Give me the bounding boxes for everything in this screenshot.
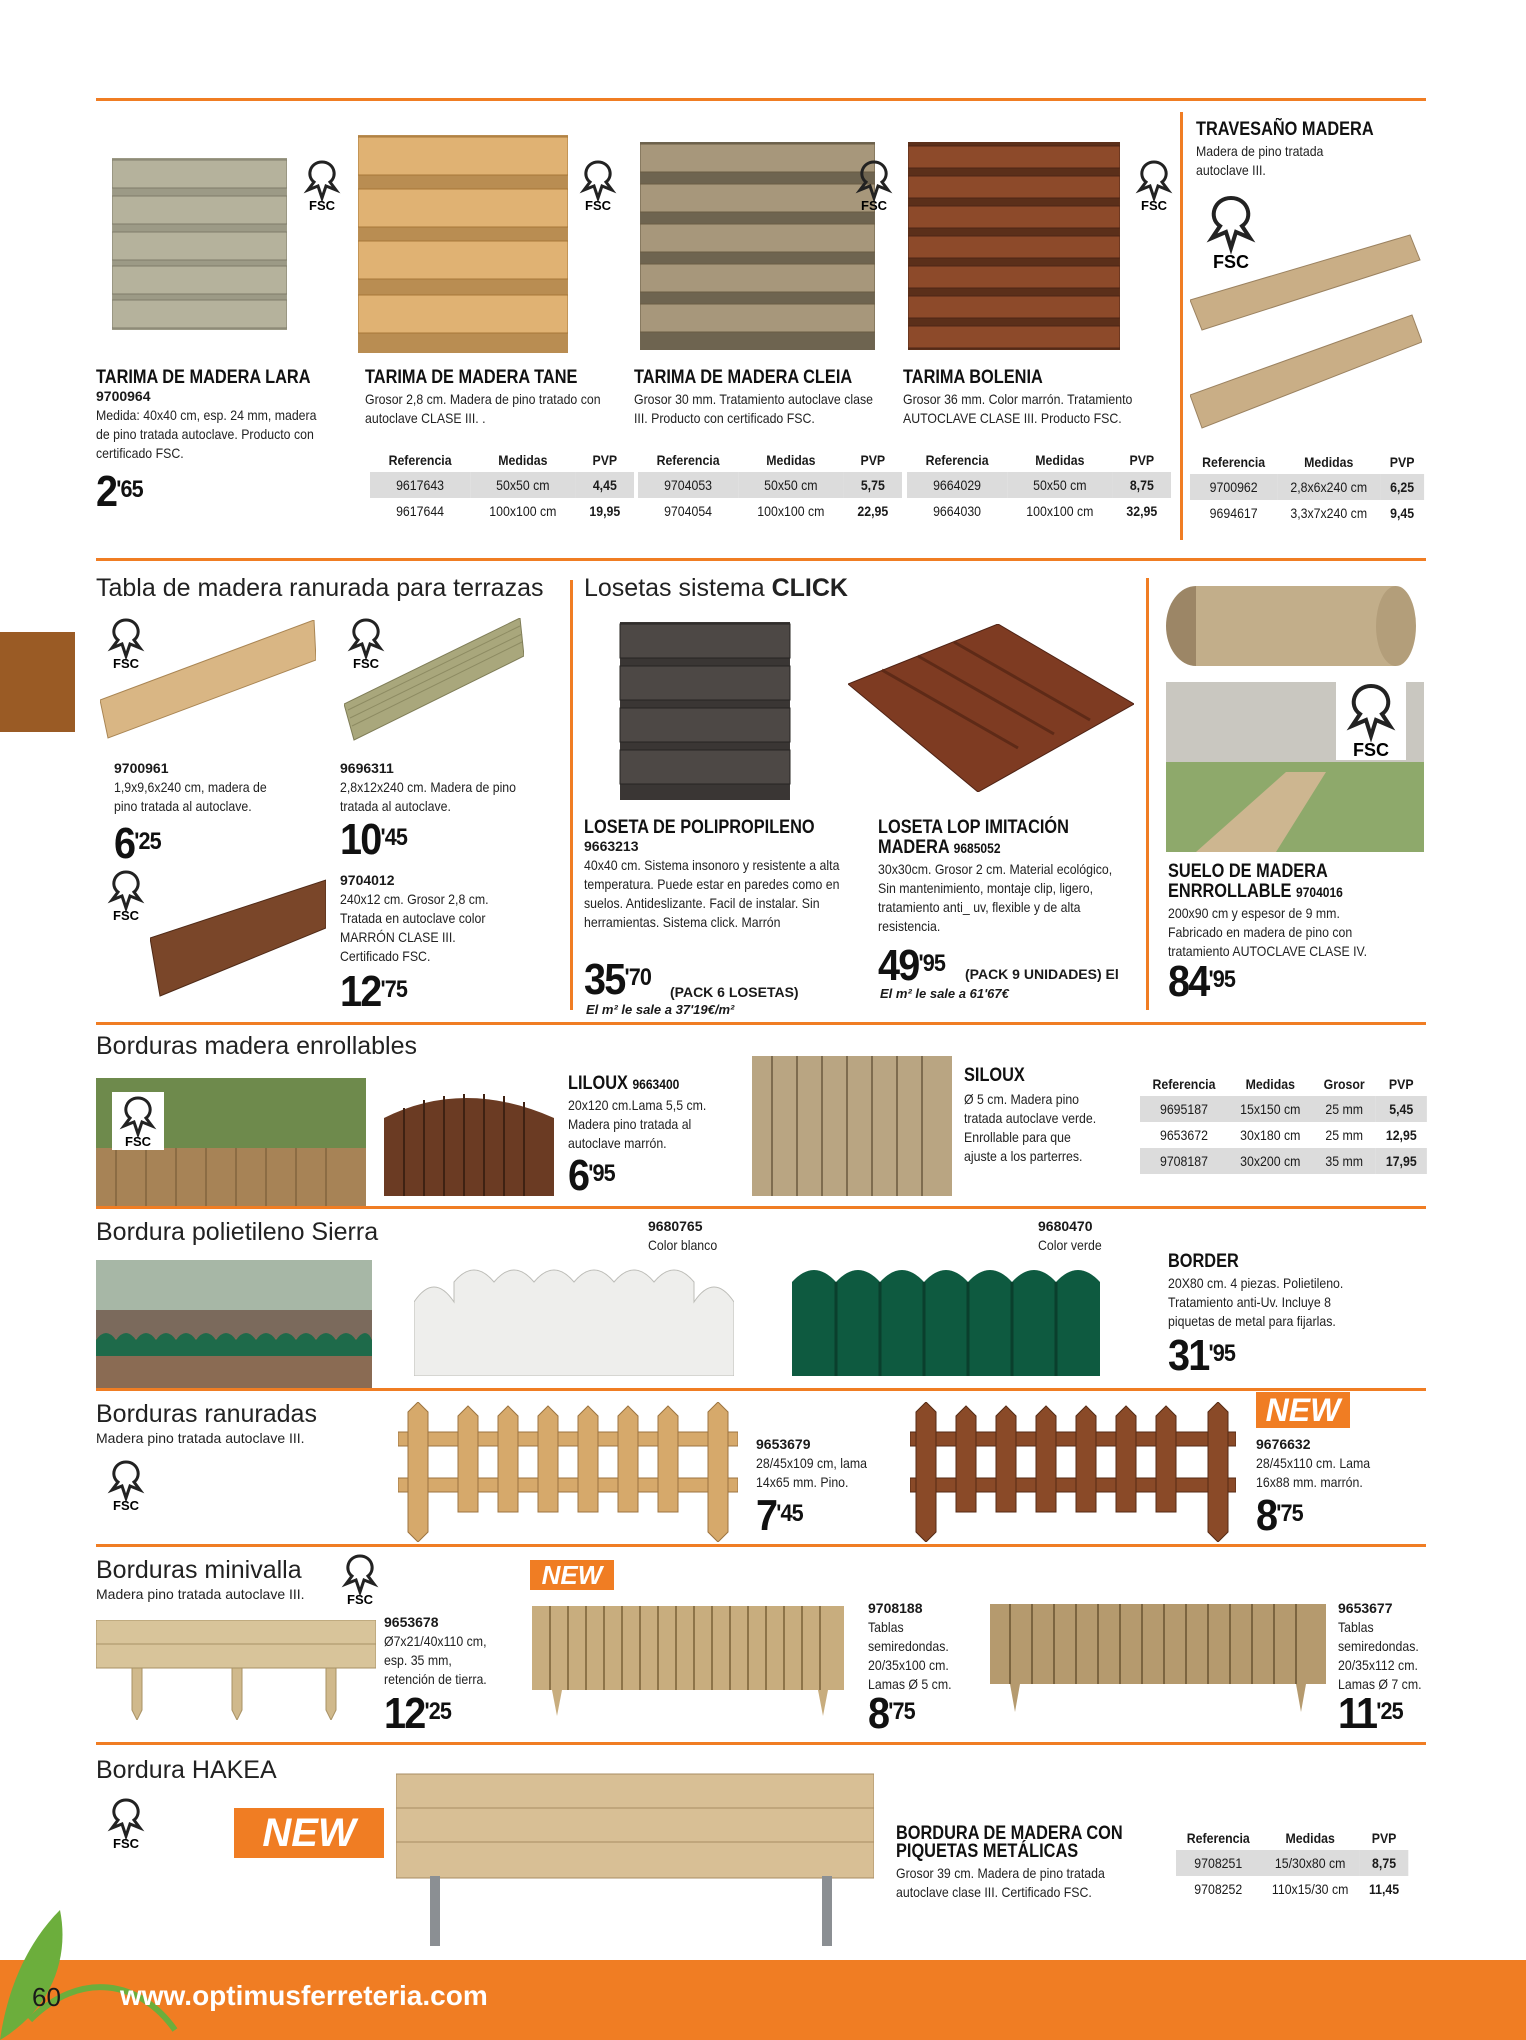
product-title: BORDER — [1168, 1251, 1239, 1272]
fsc-logo-icon — [1196, 192, 1266, 272]
divider — [1180, 112, 1183, 540]
fsc-logo-icon — [1128, 156, 1180, 214]
svg-text:FSC: FSC — [861, 198, 887, 213]
siloux-image — [752, 1046, 952, 1196]
section-title: Borduras ranuradas — [96, 1400, 317, 1428]
product-desc: 240x12 cm. Grosor 2,8 cm. Tratada en autoclave color MARRÓN CLASE III. Certificado FSC. — [340, 891, 489, 964]
fsc-logo-icon — [100, 1456, 152, 1514]
product-price: $49^{'95}$ — [878, 941, 945, 990]
semiredonda-a-image — [532, 1600, 844, 1720]
product-desc: Grosor 36 mm. Color marrón. Tratamiento AUTOCLAVE CLASE III. Producto FSC. — [903, 391, 1133, 426]
website-link[interactable]: www.optimusferreteria.com — [120, 1980, 488, 2011]
product-price: $10^{'45}$ — [340, 815, 407, 864]
pack-note: (PACK 9 UNIDADES) El — [965, 966, 1119, 982]
product-desc: Grosor 39 cm. Madera de pino tratada autoclave clase III. Certificado FSC. — [896, 1865, 1105, 1900]
semiredonda-b-image — [990, 1600, 1326, 1714]
product-price: $11^{'25}$ — [1338, 1689, 1403, 1738]
product-desc: 20x120 cm.Lama 5,5 cm. Madera pino tratada al autoclave marrón. — [568, 1097, 707, 1151]
tarima-cleia-image — [640, 142, 875, 350]
svg-text:FSC: FSC — [113, 908, 139, 923]
section-title: Losetas sistema CLICK — [584, 574, 848, 602]
tabla-pino-image — [100, 620, 316, 740]
product-title: ENRROLLABLE 9704016 — [1168, 881, 1343, 902]
product-price: $12^{'25}$ — [384, 1689, 451, 1738]
product-price: $12^{'75}$ — [340, 967, 407, 1016]
color-label: Color blanco — [648, 1237, 718, 1253]
fsc-logo-icon — [334, 1550, 386, 1608]
product-desc: 40x40 cm. Sistema insonoro y resistente a alta temperatura. Puede estar en paredes como en suelos. Antideslizante. Facil de instalar. Sin herramientas. Sistema click. Marrón — [584, 857, 840, 930]
divider — [96, 1544, 1426, 1547]
product-title: TARIMA DE MADERA CLEIA — [634, 367, 853, 388]
product-title: SILOUX — [964, 1065, 1025, 1086]
product-price: $8^{'75}$ — [1256, 1491, 1303, 1540]
divider — [1146, 578, 1149, 1010]
product-title: MADERA 9685052 — [878, 837, 1001, 858]
svg-text:FSC: FSC — [1353, 740, 1389, 760]
product-price: $31^{'95}$ — [1168, 1331, 1235, 1380]
product-desc: 2,8x12x240 cm. Madera de pino tratada al autoclave. — [340, 779, 517, 814]
tarima-tane-image — [358, 135, 568, 353]
sierra-garden-image — [96, 1260, 372, 1388]
product-price: $8^{'75}$ — [868, 1689, 915, 1738]
product-ref: 9653678 — [384, 1614, 439, 1630]
section-title: Bordura polietileno Sierra — [96, 1218, 379, 1246]
product-title: TRAVESAÑO MADERA — [1196, 119, 1374, 140]
divider — [96, 558, 1426, 561]
svg-text:FSC: FSC — [125, 1134, 151, 1149]
product-desc: Grosor 30 mm. Tratamiento autoclave clase III. Producto con certificado FSC. — [634, 391, 873, 426]
svg-text:FSC: FSC — [309, 198, 335, 213]
product-ref: 9700964 — [96, 388, 151, 404]
product-desc: 1,9x9,6x240 cm, madera de pino tratada al autoclave. — [114, 779, 267, 814]
product-ref: 9696311 — [340, 760, 394, 776]
fsc-logo-icon — [100, 1794, 152, 1852]
fsc-logo-icon — [572, 156, 624, 214]
tarima-lara-image — [112, 158, 287, 330]
product-desc: Ø 5 cm. Madera pino tratada autoclave verde. Enrollable para que ajuste a los parterres. — [964, 1091, 1097, 1164]
product-title: LOSETA DE POLIPROPILENO — [584, 817, 815, 838]
price-table: Referencia Medidas PVP 9617643 50x50 cm 4,45 9617644 100x100 cm 19,95 — [370, 448, 634, 524]
unit-price-note: El m² le sale a 61'67€ — [880, 986, 1009, 1001]
product-price: $2^{'65}$ — [96, 467, 143, 516]
product-title: LOSETA LOP IMITACIÓN — [878, 817, 1069, 838]
product-desc: 20X80 cm. 4 piezas. Polietileno. Tratamiento anti-Uv. Incluye 8 piquetas de metal para fijarlas. — [1168, 1275, 1344, 1329]
section-title: Borduras minivalla — [96, 1556, 302, 1584]
price-table: Referencia Medidas PVP 9664029 50x50 cm 8,75 9664030 100x100 cm 32,95 — [907, 448, 1171, 524]
divider — [96, 1742, 1426, 1745]
product-ref: 9680765 — [648, 1218, 703, 1234]
svg-text:FSC: FSC — [347, 1592, 373, 1607]
leaf-icon — [0, 1890, 180, 2040]
product-ref: 9680470 — [1038, 1218, 1093, 1234]
svg-text:FSC: FSC — [113, 1498, 139, 1513]
svg-text:FSC: FSC — [1141, 198, 1167, 213]
section-tab — [0, 632, 75, 732]
product-price: $35^{'70}$ — [584, 955, 651, 1004]
product-ref: 9676632 — [1256, 1436, 1311, 1452]
svg-text:FSC: FSC — [1213, 252, 1249, 272]
new-badge: NEW — [234, 1808, 384, 1858]
pack-note: (PACK 6 LOSETAS) — [670, 984, 799, 1000]
loseta-lop-image — [848, 624, 1134, 792]
sierra-green-image — [792, 1262, 1100, 1376]
product-desc: Ø7x21/40x110 cm, esp. 35 mm, retención de tierra. — [384, 1633, 487, 1687]
product-desc: 28/45x110 cm. Lama 16x88 mm. marrón. — [1256, 1455, 1371, 1490]
product-desc: Grosor 2,8 cm. Madera de pino tratado con autoclave CLASE III. . — [365, 391, 601, 426]
section-subtitle: Madera pino tratada autoclave III. — [96, 1430, 305, 1446]
product-desc: Madera de pino tratada autoclave III. — [1196, 143, 1324, 178]
section-subtitle: Madera pino tratada autoclave III. — [96, 1586, 305, 1602]
product-title: PIQUETAS METÁLICAS — [896, 1841, 1079, 1862]
new-badge: NEW — [1256, 1392, 1350, 1428]
product-title: LILOUX 9663400 — [568, 1073, 680, 1094]
product-desc: 30x30cm. Grosor 2 cm. Material ecológico, Sin mantenimiento, montaje clip, ligero, tratamiento anti_ uv, flexible y de alta resistencia. — [878, 861, 1113, 934]
section-title: Borduras madera enrollables — [96, 1032, 418, 1060]
product-title: SUELO DE MADERA — [1168, 861, 1328, 882]
page-number: 60 — [32, 1982, 61, 2012]
minivalla-image — [96, 1620, 376, 1720]
section-title: Bordura HAKEA — [96, 1756, 277, 1784]
new-badge: NEW — [530, 1560, 614, 1590]
liloux-image — [384, 1078, 554, 1196]
product-title: BORDURA DE MADERA CON — [896, 1823, 1123, 1844]
fsc-logo-icon — [296, 156, 348, 214]
product-desc: Medida: 40x40 cm, esp. 24 mm, madera de pino tratada autoclave. Producto con certificado FSC. — [96, 407, 317, 461]
product-ref: 9653677 — [1338, 1600, 1393, 1616]
tabla-ranurada-image — [344, 618, 524, 742]
divider — [96, 1388, 1426, 1391]
divider — [96, 98, 1426, 101]
color-label: Color verde — [1038, 1237, 1102, 1253]
product-ref: 9704012 — [340, 872, 395, 888]
sierra-white-image — [414, 1262, 734, 1376]
svg-text:FSC: FSC — [113, 1836, 139, 1851]
product-price: $84^{'95}$ — [1168, 957, 1235, 1006]
divider — [96, 1022, 1426, 1025]
product-ref: 9663213 — [584, 838, 639, 854]
product-ref: 9653679 — [756, 1436, 811, 1452]
fsc-logo-icon — [112, 1092, 164, 1150]
svg-text:FSC: FSC — [585, 198, 611, 213]
price-table: Referencia Medidas PVP 9700962 2,8x6x240 cm 6,25 9694617 3,3x7x240 cm 9,45 — [1190, 450, 1424, 526]
ranurada-pino-image — [398, 1402, 738, 1542]
product-desc: 200x90 cm y espesor de 9 mm. Fabricado en madera de pino con tratamiento AUTOCLAVE CLASE IV. — [1168, 905, 1368, 959]
loseta-polipropileno-image — [610, 618, 800, 804]
tabla-marron-image — [150, 878, 326, 998]
product-price: $6^{'95}$ — [568, 1151, 615, 1200]
product-title: TARIMA BOLENIA — [903, 367, 1043, 388]
price-table: Referencia Medidas PVP 9708251 15/30x80 cm 8,75 9708252 110x15/30 cm 11,45 — [1176, 1826, 1408, 1902]
svg-text:FSC: FSC — [113, 656, 139, 671]
product-price: $7^{'45}$ — [756, 1491, 803, 1540]
divider — [570, 580, 573, 1010]
product-title: TARIMA DE MADERA TANE — [365, 367, 578, 388]
ranurada-marron-image — [910, 1402, 1236, 1542]
product-ref: 9700961 — [114, 760, 169, 776]
hakea-image — [396, 1772, 874, 1952]
fsc-logo-icon — [848, 156, 900, 214]
product-ref: 9708188 — [868, 1600, 923, 1616]
product-desc: 28/45x109 cm, lama 14x65 mm. Pino. — [756, 1455, 867, 1490]
svg-text:FSC: FSC — [353, 656, 379, 671]
tarima-bolenia-image — [908, 142, 1120, 350]
divider — [96, 1206, 1426, 1209]
product-price: $6^{'25}$ — [114, 819, 161, 868]
product-title: TARIMA DE MADERA LARA — [96, 367, 311, 388]
fsc-logo-icon — [100, 866, 152, 924]
price-table: Referencia Medidas Grosor PVP 9695187 15x150 cm 25 mm 5,45 9653672 30x180 cm 25 mm 12,95 9708187 30x200 cm 35 mm 17,95 — [1140, 1072, 1427, 1174]
fsc-logo-icon — [1336, 680, 1406, 760]
price-table: Referencia Medidas PVP 9704053 50x50 cm 5,75 9704054 100x100 cm 22,95 — [638, 448, 902, 524]
section-title: Tabla de madera ranurada para terrazas — [96, 574, 544, 602]
unit-price-note: El m² le sale a 37'19€/m² — [586, 1002, 735, 1017]
product-desc: Tablas semiredondas. 20/35x112 cm. Lamas Ø 7 cm. — [1338, 1619, 1422, 1692]
product-desc: Tablas semiredondas. 20/35x100 cm. Lamas Ø 5 cm. — [868, 1619, 952, 1692]
